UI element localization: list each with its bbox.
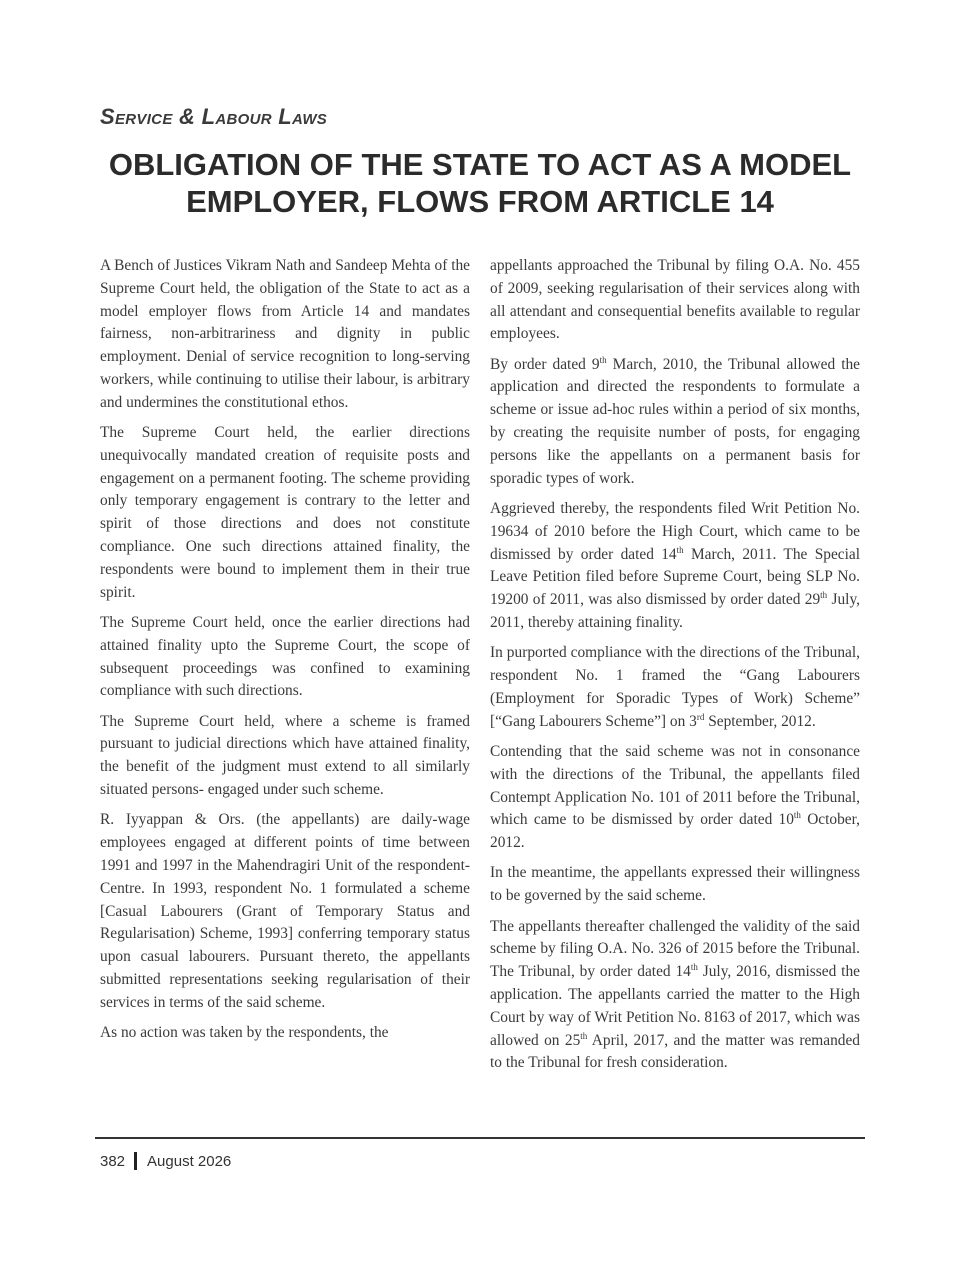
- paragraph: In the meantime, the appellants expressed their willingness to be governed by the said scheme.: [490, 864, 860, 905]
- page-footer: [100, 1152, 231, 1170]
- text-run: Contending that the said scheme was not in consonance with the directions of the Tribunal, the appellants filed Contempt Application No. 101 of 2011 before the Tribunal, which came to be dismissed by order dated 10: [490, 742, 860, 829]
- paragraph: [490, 642, 860, 733]
- paragraph: appellants approached the Tribunal by filing O.A. No. 455 of 2009, seeking regularisation of their services along with all attendant and consequential benefits available to regular employees.: [490, 257, 860, 343]
- superscript: th: [580, 1030, 588, 1041]
- superscript: th: [793, 810, 801, 821]
- text-run: By order dated 9: [490, 355, 600, 373]
- left-column: [100, 255, 470, 1045]
- right-column: [490, 255, 860, 1075]
- paragraph: The Supreme Court held, the earlier directions unequivocally mandated creation of requisite posts and engagement on a permanent footing. The scheme providing only temporary engagement is contrary to the letter and spirit of those directions and does not constitute compliance. One such directions attained finality, the respondents were bound to implement them in their true spirit.: [100, 424, 470, 601]
- page-number: 382: [100, 1152, 126, 1170]
- superscript: th: [820, 590, 828, 601]
- text-run: September, 2012.: [704, 712, 816, 730]
- paragraph: As no action was taken by the respondents, the: [100, 1024, 389, 1041]
- paragraph: A Bench of Justices Vikram Nath and Sandeep Mehta of the Supreme Court held, the obligation of the State to act as a model employer flows from Article 14 and mandates fairness, non-arbitrariness and dignity in public employment. Denial of service recognition to long-serving workers, while continuing to utilise their labour, is arbitrary and undermines the constitutional ethos.: [100, 257, 470, 411]
- footer-divider: [134, 1152, 137, 1170]
- text-run: The appellants thereafter challenged the validity of the said scheme by filing O.A. No. 326 of 2015 before the Tribunal. The Tribunal, by order dated 14: [490, 917, 860, 981]
- superscript: rd: [696, 711, 705, 722]
- paragraph: [490, 498, 860, 635]
- text-run: Aggrieved thereby, the respondents filed Writ Petition No. 19634 of 2010 before the High Court, which came to be dismissed by order dated 14: [490, 499, 860, 563]
- paragraph: The Supreme Court held, where a scheme is framed pursuant to judicial directions which have attained finality, the benefit of the judgment must extend to all similarly situated persons- engaged under such scheme.: [100, 712, 470, 799]
- paragraph: The Supreme Court held, once the earlier directions had attained finality upto the Supreme Court, the scope of subsequent proceedings was confined to examining compliance with such directions.: [100, 613, 470, 700]
- paragraph: [490, 741, 860, 855]
- footer-rule: [95, 1137, 865, 1139]
- superscript: th: [599, 354, 607, 365]
- paragraph: [490, 354, 860, 491]
- text-run: March, 2010, the Tribunal allowed the application and directed the respondents to formulate a scheme or issue ad-hoc rules within a period of six months, by creating the requisite number of posts, for engaging persons like the appellants on a permanent basis for sporadic types of work.: [490, 355, 861, 487]
- text-run: October, 2012.: [490, 811, 860, 852]
- superscript: th: [676, 544, 684, 555]
- issue-date: August 2026: [147, 1152, 232, 1170]
- superscript: th: [690, 961, 698, 972]
- article-title: OBLIGATION OF THE STATE TO ACT AS A MODEL EMPLOYER, FLOWS FROM ARTICLE 14: [108, 147, 852, 219]
- section-label: Service & Labour Laws: [100, 104, 328, 129]
- paragraph: R. Iyyappan & Ors. (the appellants) are daily-wage employees engaged at different points of time between 1991 and 1997 in the Mahendragiri Unit of the respondent-Centre. In 1993, respondent No. 1 formulated a scheme [Casual Labourers (Grant of Temporary Status and Regularisation) Scheme, 1993] conferring temporary status upon casual labourers. Pursuant thereto, the appellants submitted representations seeking regularisation of their services in terms of the said scheme.: [100, 811, 470, 1011]
- paragraph: [490, 916, 860, 1076]
- text-run: July, 2011, thereby attaining finality.: [490, 591, 860, 631]
- text-run: March, 2011. The Special Leave Petition filed before Supreme Court, being SLP No. 19200 of 2011, was also dismissed by order dated 29: [490, 545, 860, 609]
- text-run: In purported compliance with the directions of the Tribunal, respondent No. 1 framed the “Gang Labourers (Employment for Sporadic Types of Work) Scheme” [“Gang Labourers Scheme”] on 3: [490, 644, 860, 730]
- text-run: April, 2017, and the matter was remanded to the Tribunal for fresh consideration.: [490, 1031, 860, 1072]
- text-run: July, 2016, dismissed the application. The appellants carried the matter to the High Court by way of Writ Petition No. 8163 of 2017, which was allowed on 25: [490, 963, 860, 1049]
